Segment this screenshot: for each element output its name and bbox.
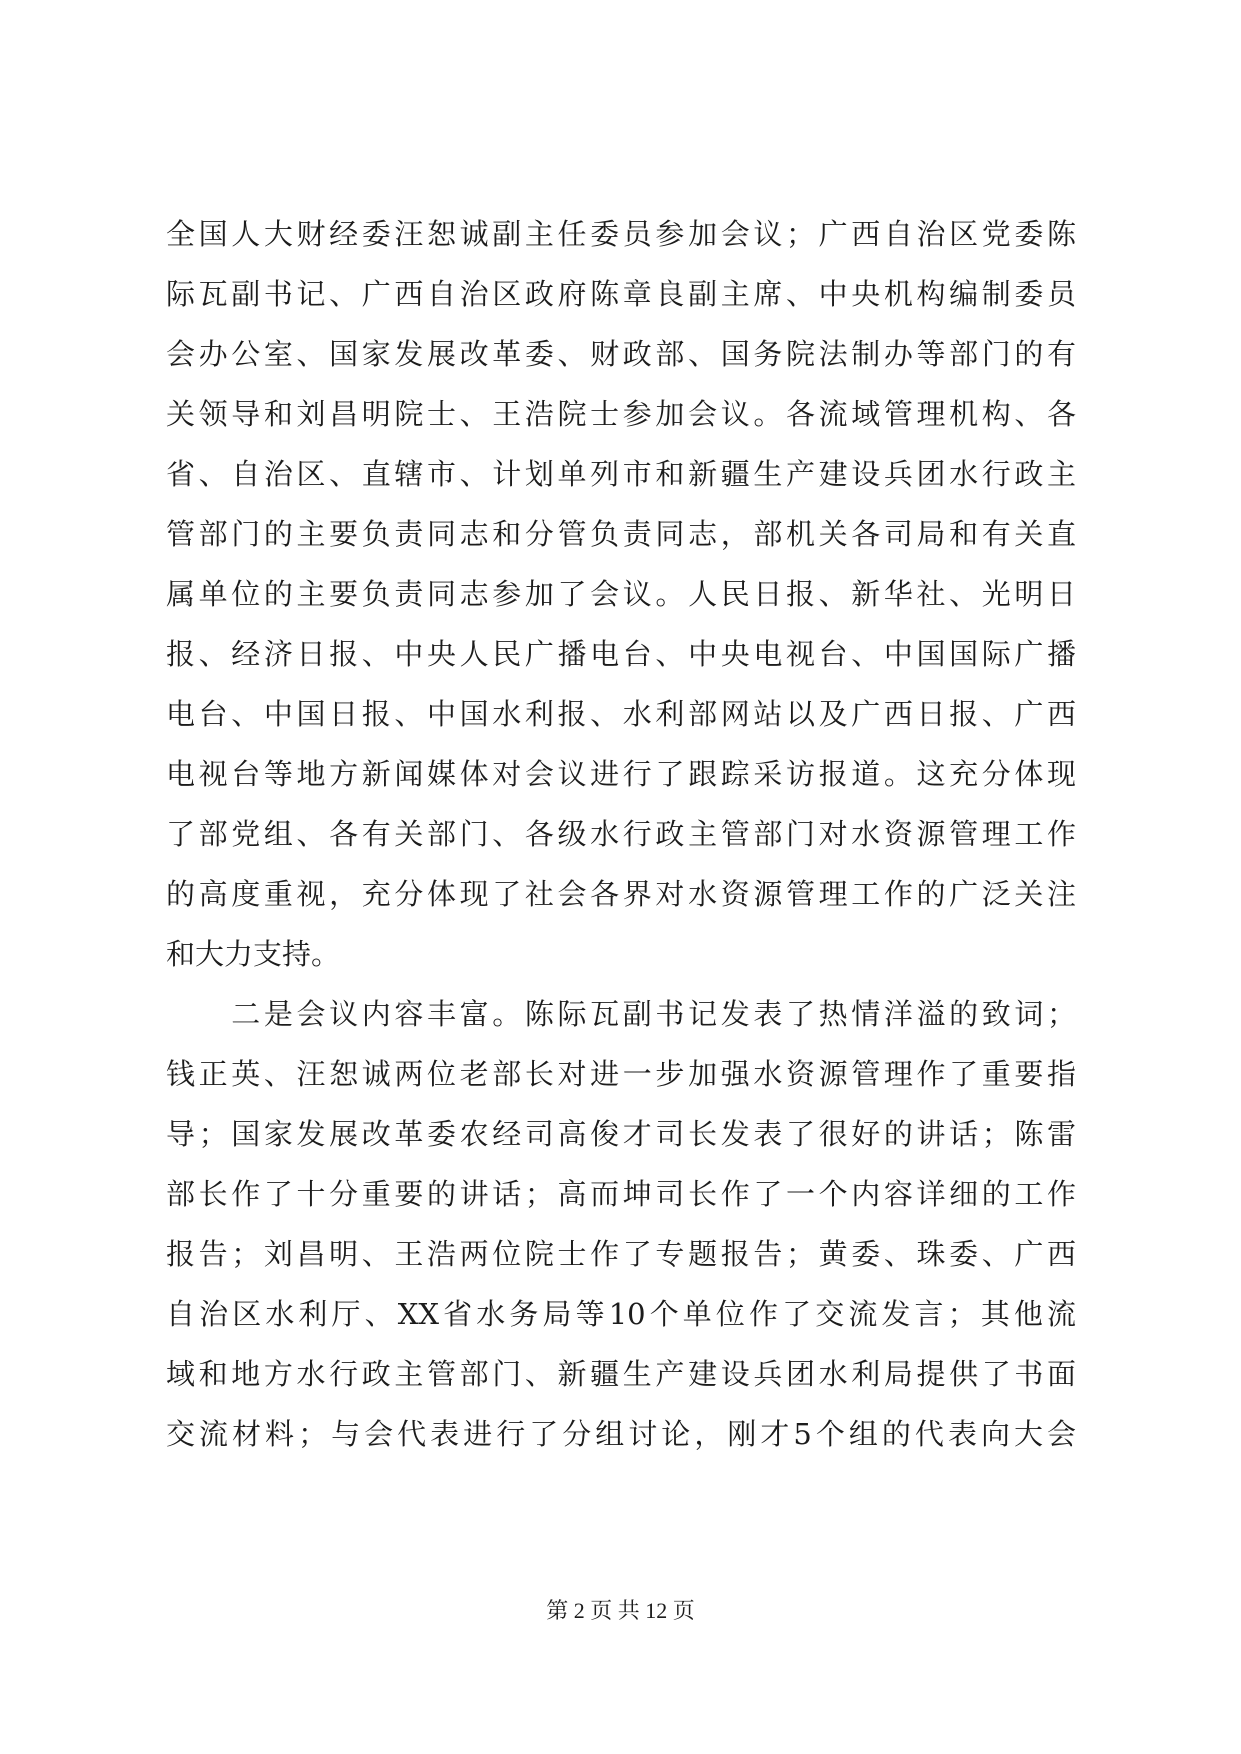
text-line: 省、自治区、直辖市、计划单列市和新疆生产建设兵团水行政主 [166, 457, 1076, 491]
text-line: 域和地方水行政主管部门、新疆生产建设兵团水利局提供了书面 [166, 1357, 1076, 1391]
text-line: 关领导和刘昌明院士、王浩院士参加会议。各流域管理机构、各 [166, 397, 1076, 431]
page-number-footer: 第 2 页 共 12 页 [546, 1598, 695, 1623]
text-line: 报告；刘昌明、王浩两位院士作了专题报告；黄委、珠委、广西 [166, 1237, 1076, 1271]
text-line: 管部门的主要负责同志和分管负责同志，部机关各司局和有关直 [166, 517, 1076, 551]
text-line: 导；国家发展改革委农经司高俊才司长发表了很好的讲话；陈雷 [166, 1117, 1076, 1151]
text-line: 电视台等地方新闻媒体对会议进行了跟踪采访报道。这充分体现 [166, 757, 1076, 791]
text-line: 交流材料；与会代表进行了分组讨论，刚才5个组的代表向大会 [166, 1417, 1076, 1451]
text-line: 钱正英、汪恕诚两位老部长对进一步加强水资源管理作了重要指 [166, 1057, 1076, 1091]
text-line: 自治区水利厅、XX省水务局等10个单位作了交流发言；其他流 [166, 1297, 1076, 1331]
text-line: 二是会议内容丰富。陈际瓦副书记发表了热情洋溢的致词； [166, 997, 1076, 1031]
text-line: 会办公室、国家发展改革委、财政部、国务院法制办等部门的有 [166, 337, 1076, 371]
text-line: 部长作了十分重要的讲话；高而坤司长作了一个内容详细的工作 [166, 1177, 1076, 1211]
text-line: 全国人大财经委汪恕诚副主任委员参加会议；广西自治区党委陈 [166, 217, 1076, 251]
text-line: 属单位的主要负责同志参加了会议。人民日报、新华社、光明日 [166, 577, 1076, 611]
document-body [166, 204, 1076, 1464]
text-line: 电台、中国日报、中国水利报、水利部网站以及广西日报、广西 [166, 697, 1076, 731]
text-line: 际瓦副书记、广西自治区政府陈章良副主席、中央机构编制委员 [166, 277, 1076, 311]
text-line: 了部党组、各有关部门、各级水行政主管部门对水资源管理工作 [166, 817, 1076, 851]
text-line: 的高度重视，充分体现了社会各界对水资源管理工作的广泛关注 [166, 877, 1076, 911]
text-line: 和大力支持。 [166, 937, 341, 971]
text-line: 报、经济日报、中央人民广播电台、中央电视台、中国国际广播 [166, 637, 1076, 671]
